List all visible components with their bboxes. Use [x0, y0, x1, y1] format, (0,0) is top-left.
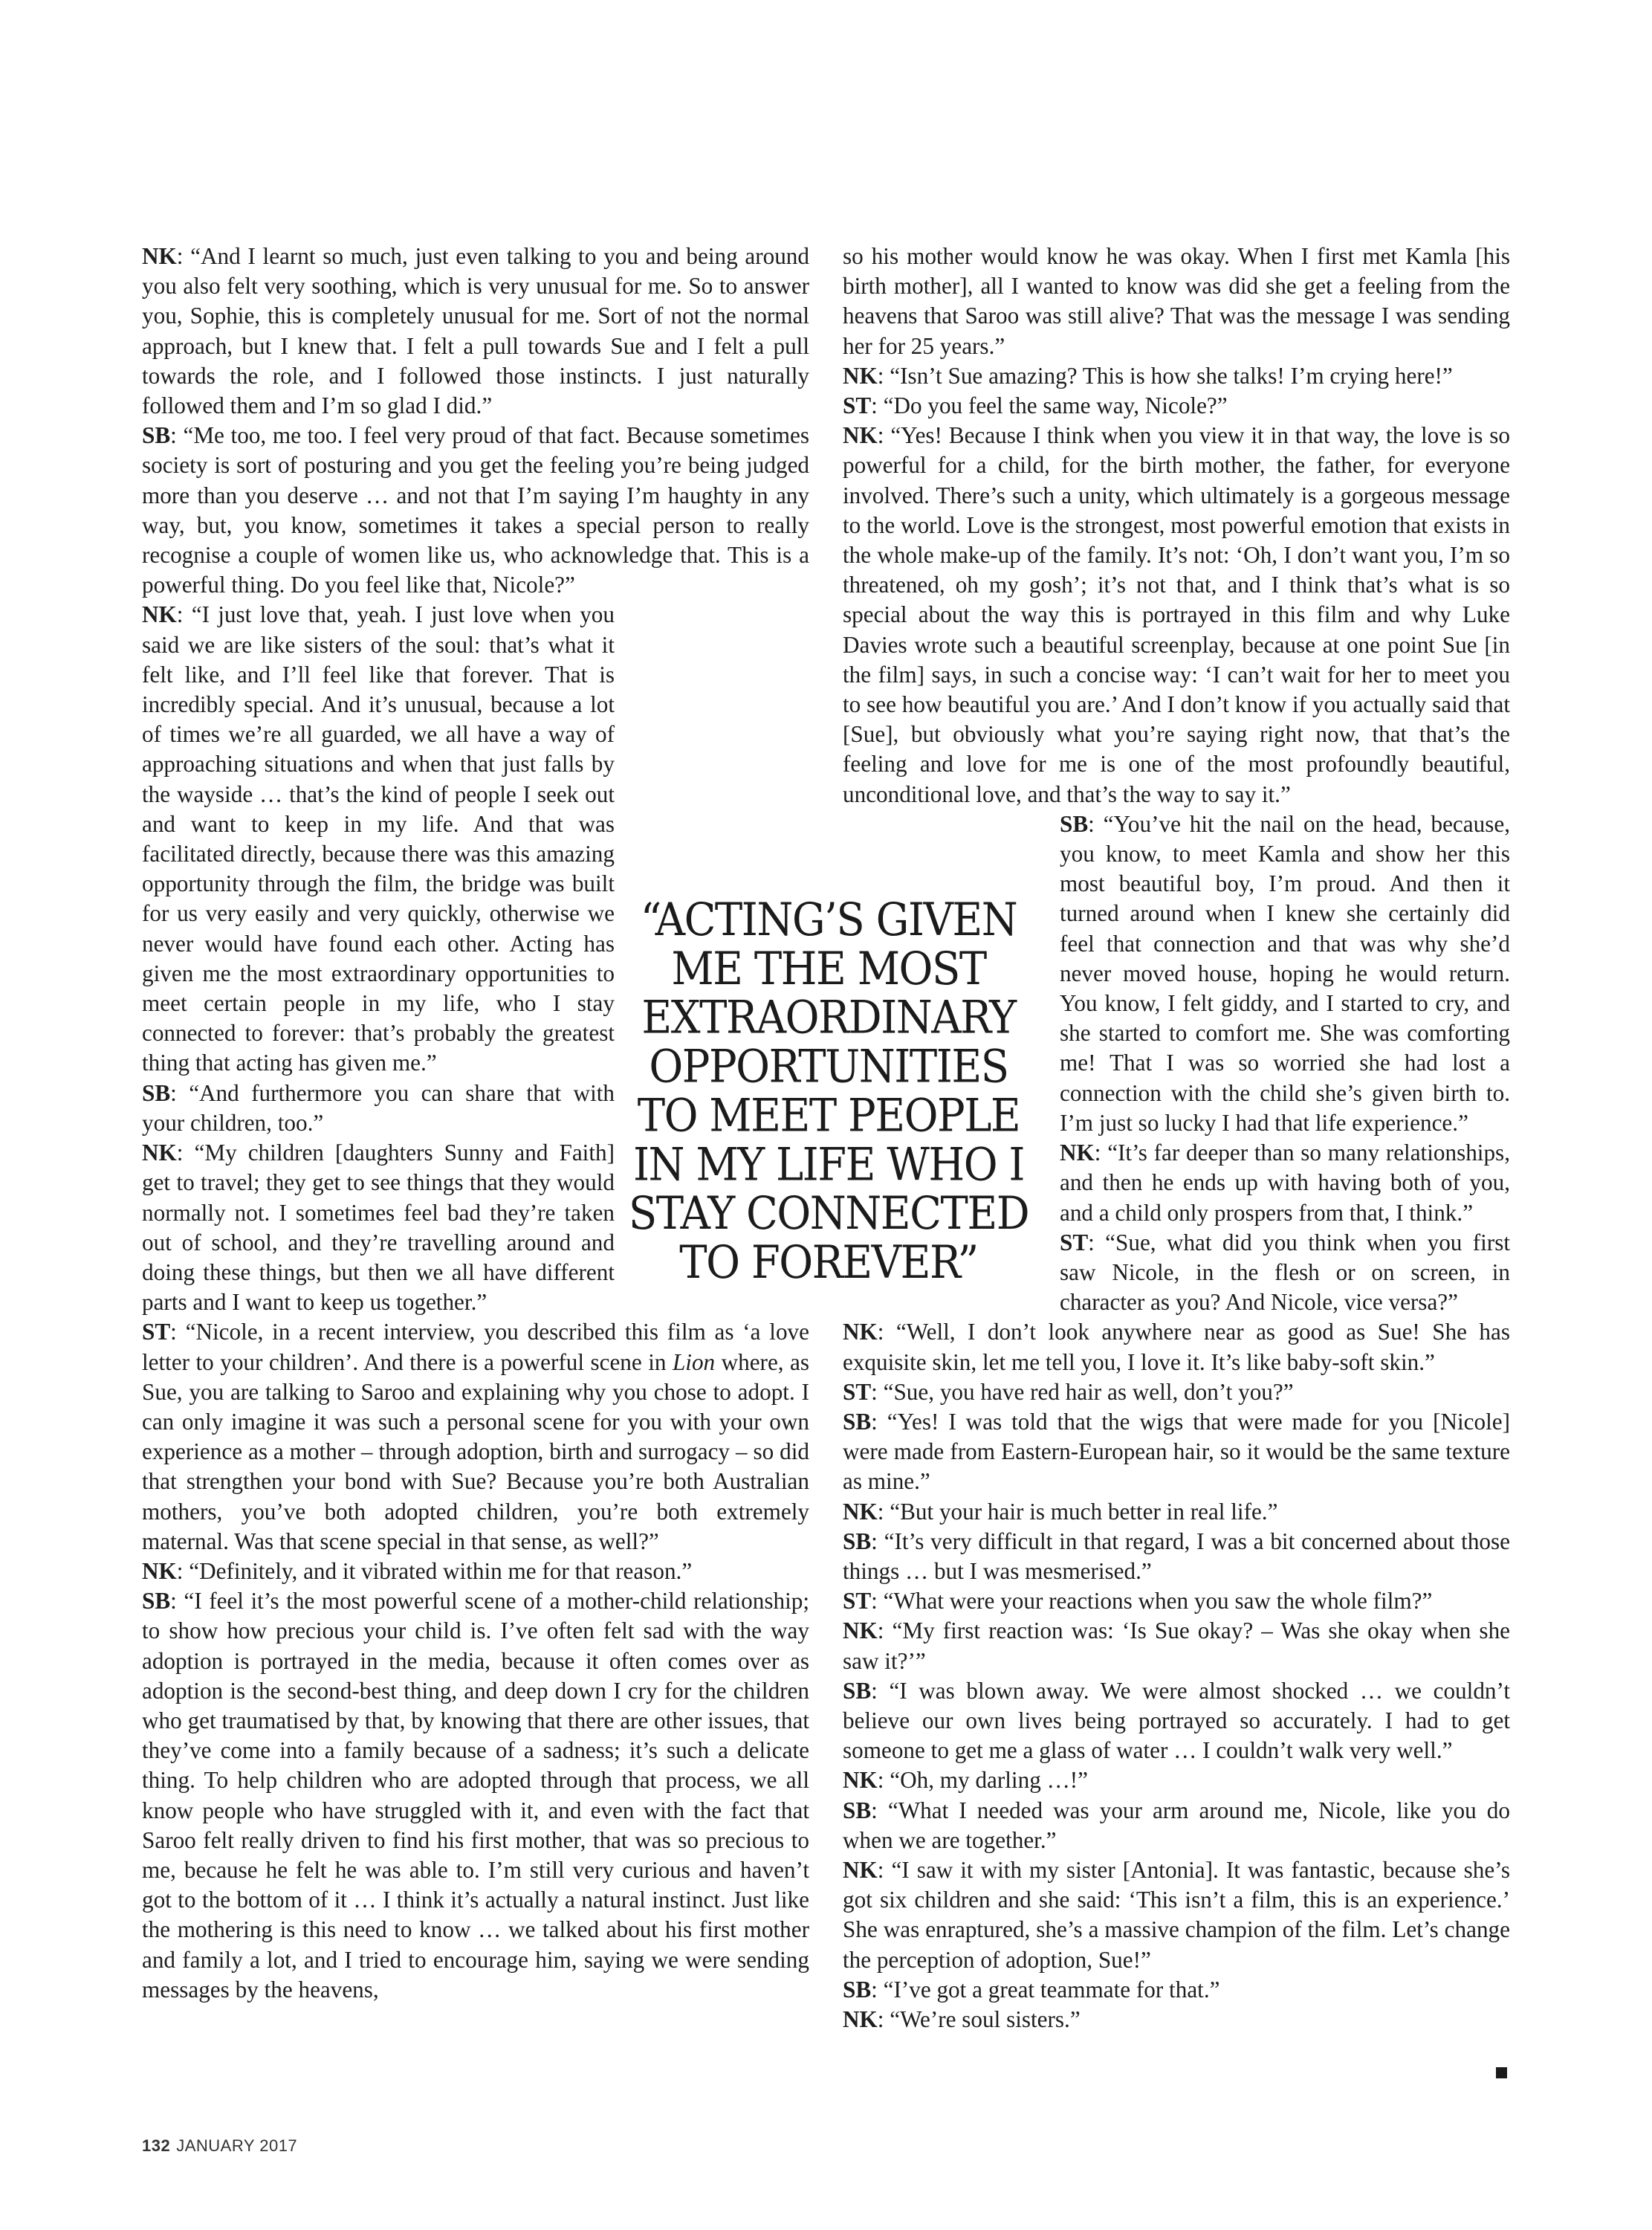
- paragraph-text: : “Yes! Because I think when you view it in that way, the love is so powerful for a child, for the birth mother, the father, for everyone involved. There’s such a unity, which ultimately is a gorgeous message to the world. Love is the strongest, most powerful emotion that exists in the whole make-up of the family. It’s not: ‘Oh, I don’t want you, I’m so threatened, oh my gosh’; it’s not that, and I think that’s what is so special about the way this is portrayed in this film and why Luke Davies wrote such a beautiful screenplay, because at one point Sue [in the film] says, in such a concise way: ‘I can’t wait for her to meet you to see how beautiful you are.’ And I don’t know if you actually said that [Sue], but obviously what you’re saying right now, that that’s the feeling and love for me is one of the most profoundly beautiful, unconditional love, and that’s the way to say it.”: [843, 422, 1510, 807]
- speaker: NK: [142, 243, 177, 269]
- speaker: NK: [843, 1498, 878, 1525]
- paragraph: [142, 1317, 809, 1557]
- paragraph-text: : “But your hair is much better in real life.”: [877, 1498, 1278, 1525]
- paragraph-text: : “My children [daughters Sunny and Faith] get to travel; they get to see things that they would normally not. I sometimes feel bad they’re taken out of school, and they’re travelling around and doing these things, but then we all have different parts and I want to keep us together.”: [142, 1140, 615, 1316]
- paragraph-text: : “Yes! I was told that the wigs that were made for you [Nicole] were made from Eastern-European hair, so it would be the same texture as mine.”: [843, 1408, 1510, 1495]
- paragraph: [843, 391, 1510, 421]
- paragraph-text: : “What I needed was your arm around me, Nicole, like you do when we are together.”: [843, 1797, 1510, 1853]
- speaker: SB: [843, 1408, 872, 1435]
- speaker: ST: [843, 1588, 872, 1615]
- paragraph-text: : “And I learnt so much, just even talking to you and being around you also felt very soothing, which is very unusual for me. So to answer you, Sophie, this is completely unusual for me. Sort of not the normal approach, but I knew that. I felt a pull towards Sue and I felt a pull towards the role, and I followed those instincts. I just naturally followed them and I’m so glad I did.”: [142, 243, 809, 419]
- paragraph-text: : “Oh, my darling …!”: [877, 1767, 1088, 1794]
- pull-quote-line: TO FOREVER”: [679, 1237, 978, 1290]
- paragraph-text: : “Nicole, in a recent interview, you described this film as ‘a love letter to your children’. And there is a powerful scene in: [142, 1319, 809, 1375]
- paragraph-text: so his mother would know he was okay. When I first met Kamla [his birth mother], all I wanted to know was did she get a feeling from the heavens that Saroo was still alive? That was the message I was sending her for 25 years.”: [843, 243, 1510, 359]
- pull-quote-line: OPPORTUNITIES: [649, 1041, 1008, 1093]
- speaker: ST: [843, 392, 872, 419]
- page-number: 132: [142, 2136, 171, 2155]
- paragraph: [843, 1407, 1510, 1497]
- speaker: NK: [843, 1856, 878, 1883]
- paragraph-text: : “Definitely, and it vibrated within me for that reason.”: [176, 1557, 693, 1584]
- paragraph-text: : “I’ve got a great teammate for that.”: [871, 1976, 1220, 2003]
- paragraph-text: : “I saw it with my sister [Antonia]. It was fantastic, because she’s got six children and she said: ‘This isn’t a film, this is an experience.’ She was enraptured, she’s a massive champion of the film. Let’s change the perception of adoption, Sue!”: [843, 1856, 1510, 1973]
- speaker: SB: [843, 1976, 872, 2003]
- issue-date: JANUARY 2017: [176, 2136, 298, 2155]
- speaker: NK: [843, 422, 878, 449]
- paragraph-text: : “And furthermore you can share that with your children, too.”: [142, 1079, 615, 1136]
- footer: [142, 2136, 297, 2156]
- paragraph: [843, 1616, 1510, 1675]
- paragraph: [843, 1377, 1510, 1407]
- speaker: NK: [843, 2006, 878, 2032]
- paragraph-text: : “You’ve hit the nail on the head, because, you know, to meet Kamla and show her this most beautiful boy, I’m proud. And then it turned around when I knew she certainly did feel that connection and that was why she’d never moved house, hoping he would return. You know, I felt giddy, and I started to cry, and she started to comfort me. She was comforting me! That I was so worried she had lost a connection with the child she’s given birth to. I’m just so lucky I had that life experience.”: [1060, 810, 1510, 1136]
- speaker: SB: [843, 1797, 872, 1823]
- speaker: NK: [843, 362, 878, 389]
- speaker: NK: [843, 1617, 878, 1644]
- paragraph: [142, 242, 809, 421]
- paragraph-text: : “Isn’t Sue amazing? This is how she talks! I’m crying here!”: [877, 362, 1453, 389]
- paragraph: [142, 1557, 809, 1586]
- paragraph: [843, 421, 1510, 809]
- paragraph-text: : “Sue, you have red hair as well, don’t you?”: [871, 1378, 1294, 1405]
- speaker: NK: [142, 601, 177, 628]
- speaker: SB: [142, 1079, 171, 1106]
- paragraph: [843, 1765, 1510, 1795]
- paragraph: [843, 1975, 1510, 2005]
- speaker: ST: [142, 1319, 171, 1345]
- pull-quote-line: ME THE MOST: [671, 943, 986, 995]
- film-title: Lion: [672, 1348, 716, 1375]
- speaker: NK: [142, 1557, 177, 1584]
- paragraph-text: : “Well, I don’t look anywhere near as good as Sue! She has exquisite skin, let me tell you, I love it. It’s like baby-soft skin.”: [843, 1319, 1510, 1375]
- speaker: NK: [142, 1140, 177, 1166]
- paragraph: [843, 2005, 1510, 2035]
- pull-quote-line: “ACTING’S GIVEN: [640, 893, 1017, 947]
- speaker: SB: [1060, 810, 1089, 837]
- paragraph-text: : “Sue, what did you think when you first saw Nicole, in the flesh or on screen, in character as you? And Nicole, vice versa?”: [1060, 1229, 1510, 1316]
- pull-quote-line: IN MY LIFE WHO I: [632, 1139, 1025, 1192]
- end-mark-icon: [1496, 2067, 1507, 2078]
- pull-quote-line: STAY CONNECTED: [628, 1188, 1029, 1241]
- paragraph-text: : “I just love that, yeah. I just love when you said we are like sisters of the soul: that’s what it felt like, and I’ll feel like that forever. That is incredibly special. And it’s unusual, because a lot of times we’re all guarded, we all have a way of approaching situations and when that just falls by the wayside … that’s the kind of people I seek out and want to keep in my life. And that was facilitated directly, because there was this amazing opportunity through the film, the bridge was built for us very easily and very quickly, otherwise we never would have found each other. Acting has given me the most extraordinary opportunities to meet certain people in my life, who I stay connected to forever: that’s probably the greatest thing that acting has given me.”: [142, 601, 615, 1076]
- paragraph: [843, 1796, 1510, 1855]
- speaker: NK: [843, 1319, 878, 1345]
- pull-quote: [618, 893, 1039, 1290]
- paragraph: [843, 1676, 1510, 1766]
- paragraph: [142, 421, 809, 600]
- pull-quote-line: TO MEET PEOPLE: [637, 1090, 1020, 1143]
- paragraph-text: : “It’s very difficult in that regard, I was a bit concerned about those things … but I was mesmerised.”: [843, 1528, 1510, 1584]
- paragraph: [142, 1586, 809, 2005]
- paragraph: [843, 242, 1510, 361]
- paragraph: [843, 1586, 1510, 1616]
- paragraph-text: : “We’re soul sisters.”: [877, 2006, 1081, 2032]
- paragraph-text: where, as Sue, you are talking to Saroo and explaining why you chose to adopt. I can only imagine it was such a personal scene for you with your own experience as a mother – through adoption, birth and surrogacy – so did that strengthen your bond with Sue? Because you’re both Australian mothers, you’ve both adopted children, you’re both extremely maternal. Was that scene special in that sense, as well?”: [142, 1348, 810, 1554]
- paragraph-text: : “My first reaction was: ‘Is Sue okay? – Was she okay when she saw it?’”: [843, 1617, 1510, 1674]
- paragraph-text: : “It’s far deeper than so many relationships, and then he ends up with having both of you, and a child only prospers from that, I think.”: [1060, 1140, 1510, 1226]
- paragraph-text: : “Do you feel the same way, Nicole?”: [871, 392, 1228, 419]
- paragraph-text: : “I was blown away. We were almost shocked … we couldn’t believe our own lives being portrayed so accurately. I had to get someone to get me a glass of water … I couldn’t walk very well.”: [843, 1677, 1510, 1764]
- speaker: ST: [1060, 1229, 1089, 1255]
- speaker: SB: [142, 1588, 171, 1615]
- speaker: ST: [843, 1378, 872, 1405]
- paragraph-text: : “What were your reactions when you saw the whole film?”: [871, 1588, 1433, 1615]
- paragraph: [843, 1317, 1510, 1377]
- speaker: SB: [142, 422, 171, 449]
- speaker: SB: [843, 1528, 872, 1554]
- pull-quote-line: EXTRAORDINARY: [641, 992, 1016, 1044]
- paragraph-text: : “Me too, me too. I feel very proud of that fact. Because sometimes society is sort of posturing and you get the feeling you’re being judged more than you deserve … and not that I’m saying I’m haughty in any way, but, you know, sometimes it takes a special person to really recognise a couple of women like us, who acknowledge that. This is a powerful thing. Do you feel like that, Nicole?”: [142, 422, 809, 598]
- paragraph: [843, 1855, 1510, 1975]
- speaker: NK: [1060, 1140, 1095, 1166]
- paragraph: [843, 361, 1510, 391]
- paragraph: [843, 1497, 1510, 1527]
- speaker: NK: [843, 1767, 878, 1794]
- paragraph: [843, 1527, 1510, 1586]
- speaker: SB: [843, 1677, 872, 1704]
- paragraph-text: : “I feel it’s the most powerful scene of a mother-child relationship; to show how precious your child is. I’ve often felt sad with the way adoption is portrayed in the media, because it often comes over as adoption is the second-best thing, and deep down I cry for the children who get traumatised by that, by knowing that there are other issues, that they’ve come into a family because of a sadness; it’s such a delicate thing. To help children who are adopted through that process, we all know people who have struggled with it, and even with the fact that Saroo felt really driven to find his first mother, that was so precious to me, because he felt he was able to. I’m still very curious and haven’t got to the bottom of it … I think it’s actually a natural instinct. Just like the mothering is this need to know … we talked about his first mother and family a lot, and I tried to encourage him, saying we were sending messages by the heavens,: [142, 1588, 809, 2003]
